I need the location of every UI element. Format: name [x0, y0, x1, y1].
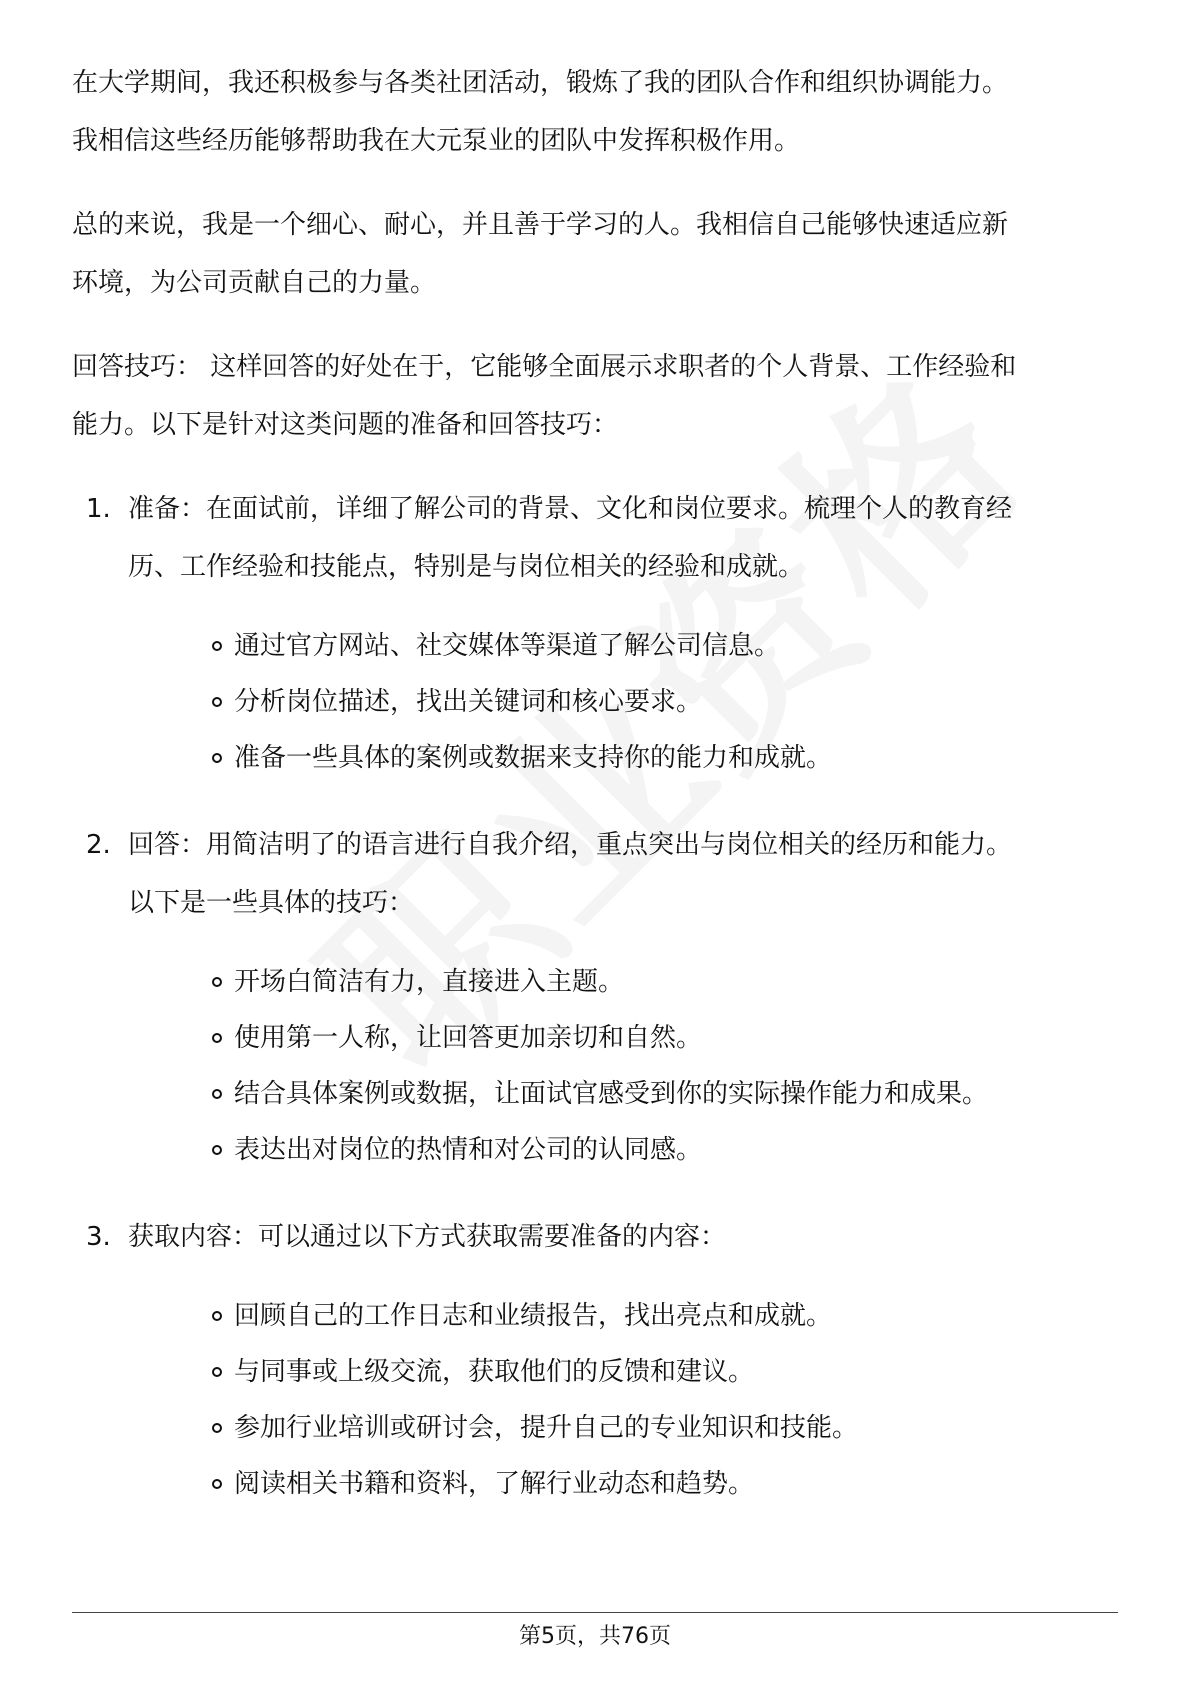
hollow-circle-bullet-icon: [212, 753, 222, 763]
hollow-circle-bullet-icon: [212, 1033, 222, 1043]
hollow-circle-bullet-icon: [212, 1479, 222, 1489]
section-answer: [72, 816, 1122, 1178]
hollow-circle-bullet-icon: [212, 697, 222, 707]
section-text: 获取内容：可以通过以下方式获取需要准备的内容：: [128, 1222, 727, 1252]
section-text: 准备：在面试前，详细了解公司的背景、文化和岗位要求。梳理个人的教育经 历、工作经验和技能点，特别是与岗位相关的经验和成就。: [128, 494, 1013, 582]
section-text: 回答：用简洁明了的语言进行自我介绍，重点突出与岗位相关的经历和能力。 以下是一些具体的技巧：: [128, 830, 1013, 918]
list-item: 参加行业培训或研讨会，提升自己的专业知识和技能。: [128, 1400, 1122, 1456]
list-item: 与同事或上级交流，获取他们的反馈和建议。: [128, 1344, 1122, 1400]
paragraph-answer-tips: 回答技巧： 这样回答的好处在于，它能够全面展示求职者的个人背景、工作经验和 能力。以下是针对这类问题的准备和回答技巧：: [72, 352, 1017, 440]
list-item: 准备一些具体的案例或数据来支持你的能力和成就。: [128, 730, 1122, 786]
page-content: [72, 54, 1122, 1542]
list-item: 结合具体案例或数据，让面试官感受到你的实际操作能力和成果。: [128, 1066, 1122, 1122]
list-item: 分析岗位描述，找出关键词和核心要求。: [128, 674, 1122, 730]
hollow-circle-bullet-icon: [212, 1311, 222, 1321]
paragraph-activities: 在大学期间，我还积极参与各类社团活动，锻炼了我的团队合作和组织协调能力。 我相信这些经历能够帮助我在大元泵业的团队中发挥积极作用。: [72, 68, 1009, 156]
list-item: 开场白简洁有力，直接进入主题。: [128, 954, 1122, 1010]
section-number: 2.: [86, 830, 111, 860]
bullet-list: [128, 1266, 1122, 1512]
list-item: 使用第一人称，让回答更加亲切和自然。: [128, 1010, 1122, 1066]
footer-divider: [72, 1612, 1118, 1613]
paragraph-summary: 总的来说，我是一个细心、耐心，并且善于学习的人。我相信自己能够快速适应新 环境，为公司贡献自己的力量。: [72, 210, 1009, 298]
hollow-circle-bullet-icon: [212, 1145, 222, 1155]
list-item: 通过官方网站、社交媒体等渠道了解公司信息。: [128, 618, 1122, 674]
list-item: 阅读相关书籍和资料，了解行业动态和趋势。: [128, 1456, 1122, 1512]
bullet-list: [128, 596, 1122, 786]
section-prepare: [72, 480, 1122, 786]
page-number: 第5页，共76页: [519, 1624, 671, 1649]
hollow-circle-bullet-icon: [212, 1423, 222, 1433]
hollow-circle-bullet-icon: [212, 641, 222, 651]
hollow-circle-bullet-icon: [212, 1367, 222, 1377]
list-item: 表达出对岗位的热情和对公司的认同感。: [128, 1122, 1122, 1178]
section-number: 1.: [86, 494, 111, 524]
hollow-circle-bullet-icon: [212, 977, 222, 987]
list-item: 回顾自己的工作日志和业绩报告，找出亮点和成就。: [128, 1288, 1122, 1344]
section-number: 3.: [86, 1222, 111, 1252]
section-get-content: [72, 1208, 1122, 1512]
bullet-list: [128, 932, 1122, 1178]
hollow-circle-bullet-icon: [212, 1089, 222, 1099]
